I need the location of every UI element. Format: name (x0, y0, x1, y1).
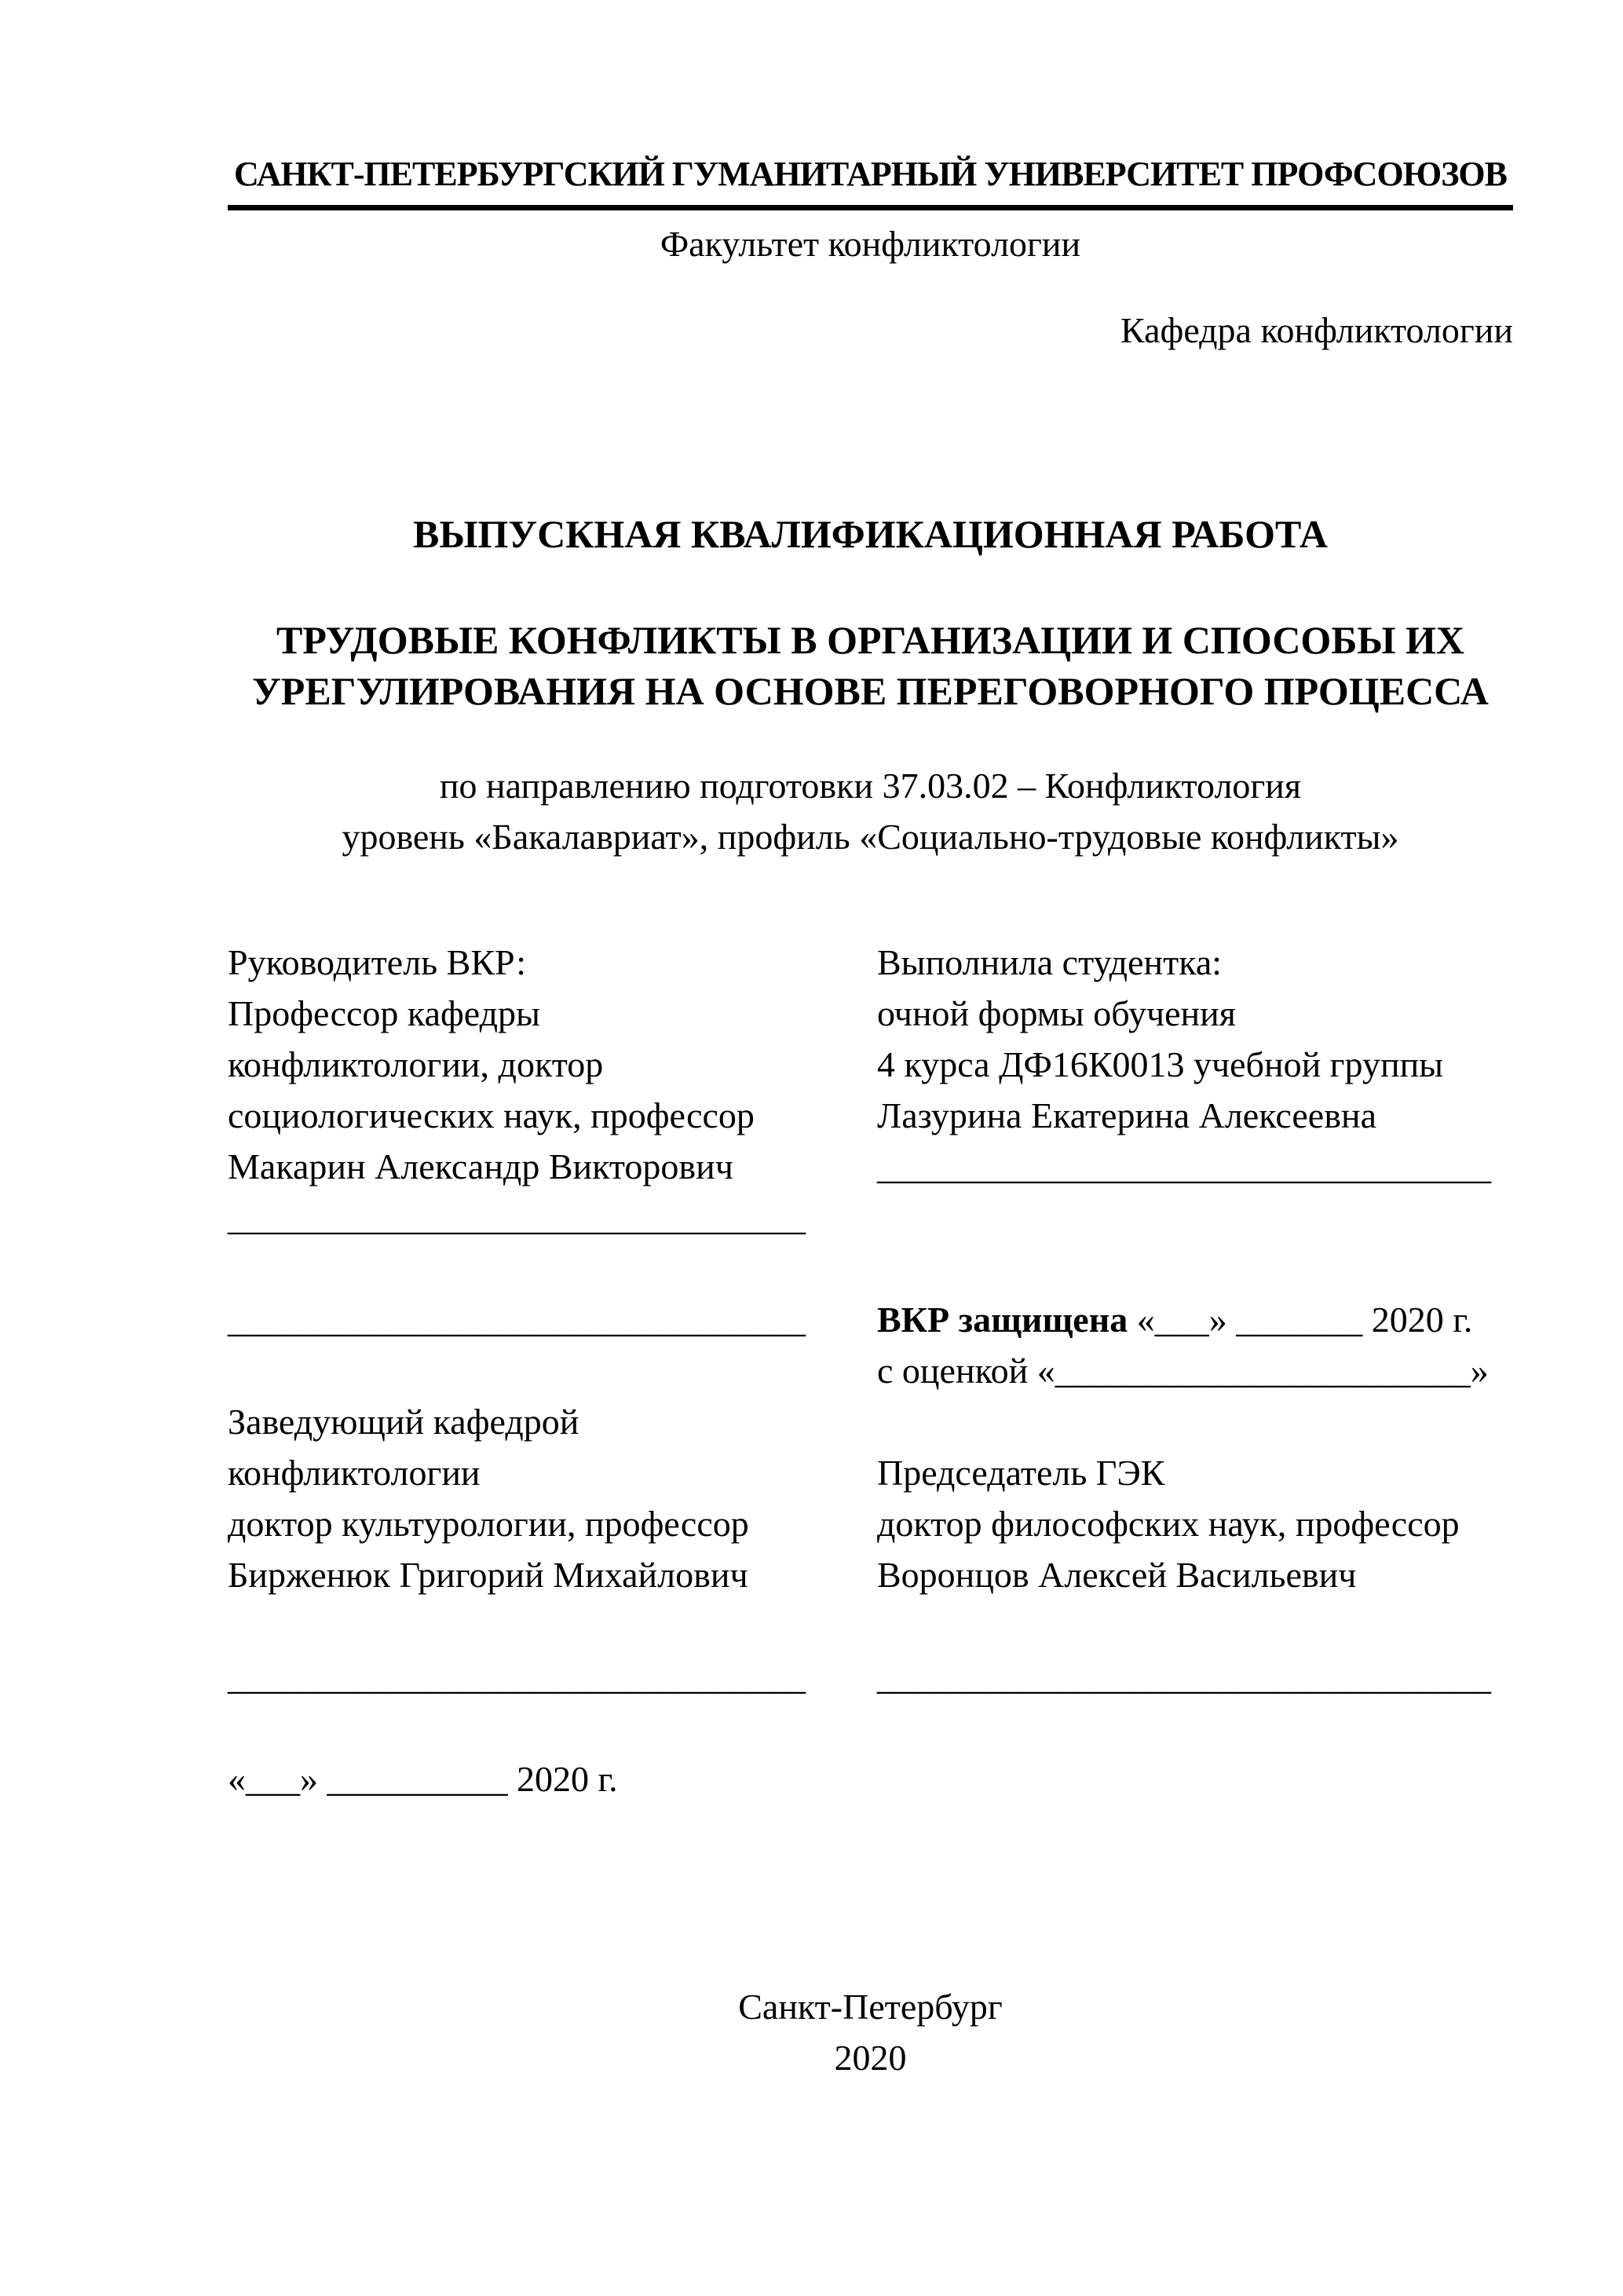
blank-line (228, 1243, 877, 1294)
gek-chair-role-line: доктор философских наук, профессор (877, 1504, 1460, 1544)
supervisor-role-line-3: социологических наук, профессор (228, 1095, 755, 1135)
supervisor-role-line-2: конфликтологии, доктор (228, 1044, 604, 1084)
supervisor-signature-line: ________________________________ (228, 1197, 806, 1238)
signature-section (228, 937, 1513, 1804)
supervisor-name: Макарин Александр Викторович (228, 1146, 733, 1186)
thesis-title-line-1: ТРУДОВЫЕ КОНФЛИКТЫ В ОРГАНИЗАЦИИ И СПОСОБЫ ИХ (276, 618, 1464, 662)
program-level-line: уровень «Бакалавриат», профиль «Социально-трудовые конфликты» (342, 817, 1399, 857)
grade-line: с оценкой «_______________________» (877, 1351, 1489, 1391)
blank-line (228, 1702, 877, 1753)
date-line: «___» __________ 2020 г. (228, 1759, 618, 1799)
gek-chair-name: Воронцов Алексей Васильевич (877, 1555, 1357, 1595)
supervisor-role-line-1: Профессор кафедры (228, 993, 540, 1033)
blank-line (877, 1600, 1513, 1651)
signature-line: ________________________________ (228, 1300, 806, 1340)
program-direction-line: по направлению подготовки 37.03.02 – Конфликтология (439, 766, 1302, 806)
left-column (228, 937, 877, 1804)
student-label: Выполнила студентка: (877, 942, 1223, 982)
right-column (877, 937, 1513, 1804)
gek-chair-label: Председатель ГЭК (877, 1453, 1165, 1493)
defended-date: «___» _______ 2020 г. (1128, 1300, 1473, 1340)
faculty-name: Факультет конфликтологии (660, 224, 1081, 264)
thesis-title-line-2: УРЕГУЛИРОВАНИЯ НА ОСНОВЕ ПЕРЕГОВОРНОГО ПРОЦЕССА (252, 669, 1489, 713)
blank-line (877, 1243, 1513, 1294)
student-group: 4 курса ДФ16К0013 учебной группы (877, 1044, 1444, 1084)
blank-line (877, 1396, 1513, 1447)
blank-line (877, 1192, 1513, 1243)
university-name: САНКТ-ПЕТЕРБУРГСКИЙ ГУМАНИТАРНЫЙ УНИВЕРСИТЕТ ПРОФСОЮЗОВ (228, 153, 1513, 210)
defended-line (877, 1294, 1513, 1345)
student-study-form: очной формы обучения (877, 993, 1236, 1033)
department-name: Кафедра конфликтологии (1120, 310, 1513, 350)
footer (228, 1981, 1513, 2083)
year: 2020 (834, 2038, 907, 2078)
thesis-title (228, 615, 1513, 717)
dept-head-name: Бирженюк Григорий Михайлович (228, 1555, 748, 1595)
student-signature-line: __________________________________ (877, 1146, 1491, 1186)
work-type-heading: ВЫПУСКНАЯ КВАЛИФИКАЦИОННАЯ РАБОТА (413, 512, 1328, 556)
dept-head-label-line-2: конфликтологии (228, 1453, 481, 1493)
dept-head-role-line: доктор культурологии, профессор (228, 1504, 749, 1544)
student-name: Лазурина Екатерина Алексеевна (877, 1095, 1376, 1135)
defended-label: ВКР защищена (877, 1300, 1128, 1340)
dept-head-label-line-1: Заведующий кафедрой (228, 1402, 579, 1442)
dept-head-signature-line: ________________________________ (228, 1657, 806, 1697)
program-info (228, 760, 1513, 862)
blank-line (228, 1345, 877, 1396)
city: Санкт-Петербург (738, 1987, 1003, 2027)
blank-line (228, 1600, 877, 1651)
gek-chair-signature-line: __________________________________ (877, 1657, 1491, 1697)
supervisor-label: Руководитель ВКР: (228, 942, 527, 982)
